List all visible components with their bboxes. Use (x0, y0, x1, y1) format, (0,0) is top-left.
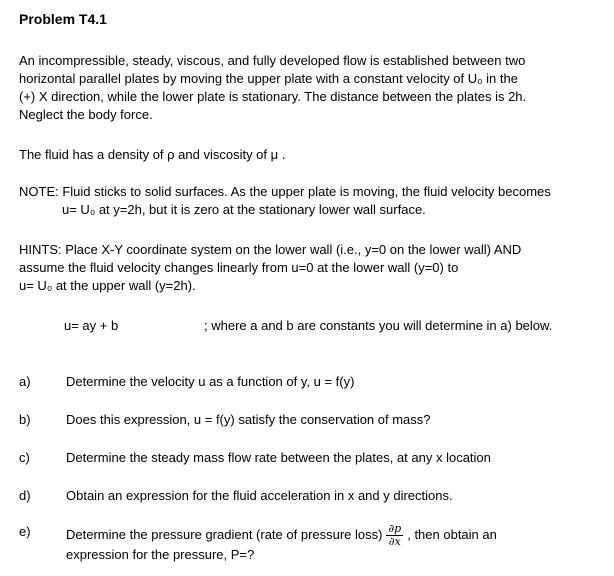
question-text-after: , then obtain an (407, 526, 497, 542)
question-text: Does this expression, u = f(y) satisfy the conservation of mass? (66, 412, 431, 427)
question-letter: d) (19, 488, 31, 503)
note-line-2: u= U₀ at y=2h, but it is zero at the stationary lower wall surface. (62, 202, 426, 217)
question-letter: e) (19, 524, 31, 539)
intro-line: Neglect the body force. (19, 107, 153, 122)
question-letter: a) (19, 374, 31, 389)
question-text (66, 523, 497, 564)
note-paragraph (19, 183, 604, 219)
question-text-before: Determine the pressure gradient (rate of pressure loss) (66, 526, 383, 542)
note-line-1: NOTE: Fluid sticks to solid surfaces. As the upper plate is moving, the fluid velocity becomes (19, 184, 551, 199)
intro-line: (+) X direction, while the lower plate is stationary. The distance between the plates is 2h. (19, 89, 527, 104)
question-letter: b) (19, 412, 31, 427)
hints-line-3: u= U₀ at the upper wall (y=2h). (19, 278, 196, 293)
intro-line: horizontal parallel plates by moving the upper plate with a constant velocity of U₀ in the (19, 71, 518, 86)
question-text: Determine the velocity u as a function of y, u = f(y) (66, 374, 355, 389)
intro-paragraph (19, 52, 604, 124)
hints-line-1: HINTS: Place X-Y coordinate system on the lower wall (i.e., y=0 on the lower wall) AND (19, 242, 522, 257)
problem-title: Problem T4.1 (19, 11, 107, 27)
question-text: Determine the steady mass flow rate between the plates, at any x location (66, 450, 491, 465)
fluid-properties-text: The fluid has a density of ρ and viscosity of μ . (19, 147, 286, 162)
fluid-properties (19, 146, 604, 164)
equation-note: ; where a and b are constants you will determine in a) below. (204, 318, 553, 333)
question-letter: c) (19, 450, 30, 465)
hints-line-2: assume the fluid velocity changes linearly from u=0 at the lower wall (y=0) to (19, 260, 459, 275)
question-text-line-2: expression for the pressure, P=? (66, 547, 255, 562)
fraction-numerator: ∂p (388, 522, 402, 535)
intro-line: An incompressible, steady, viscous, and fully developed flow is established between two (19, 53, 526, 68)
pressure-gradient-fraction (386, 523, 403, 548)
fraction-denominator: ∂x (388, 535, 401, 548)
question-text: Obtain an expression for the fluid acceleration in x and y directions. (66, 488, 453, 503)
velocity-equation: u= ay + b (64, 318, 119, 333)
hints-paragraph (19, 241, 604, 295)
